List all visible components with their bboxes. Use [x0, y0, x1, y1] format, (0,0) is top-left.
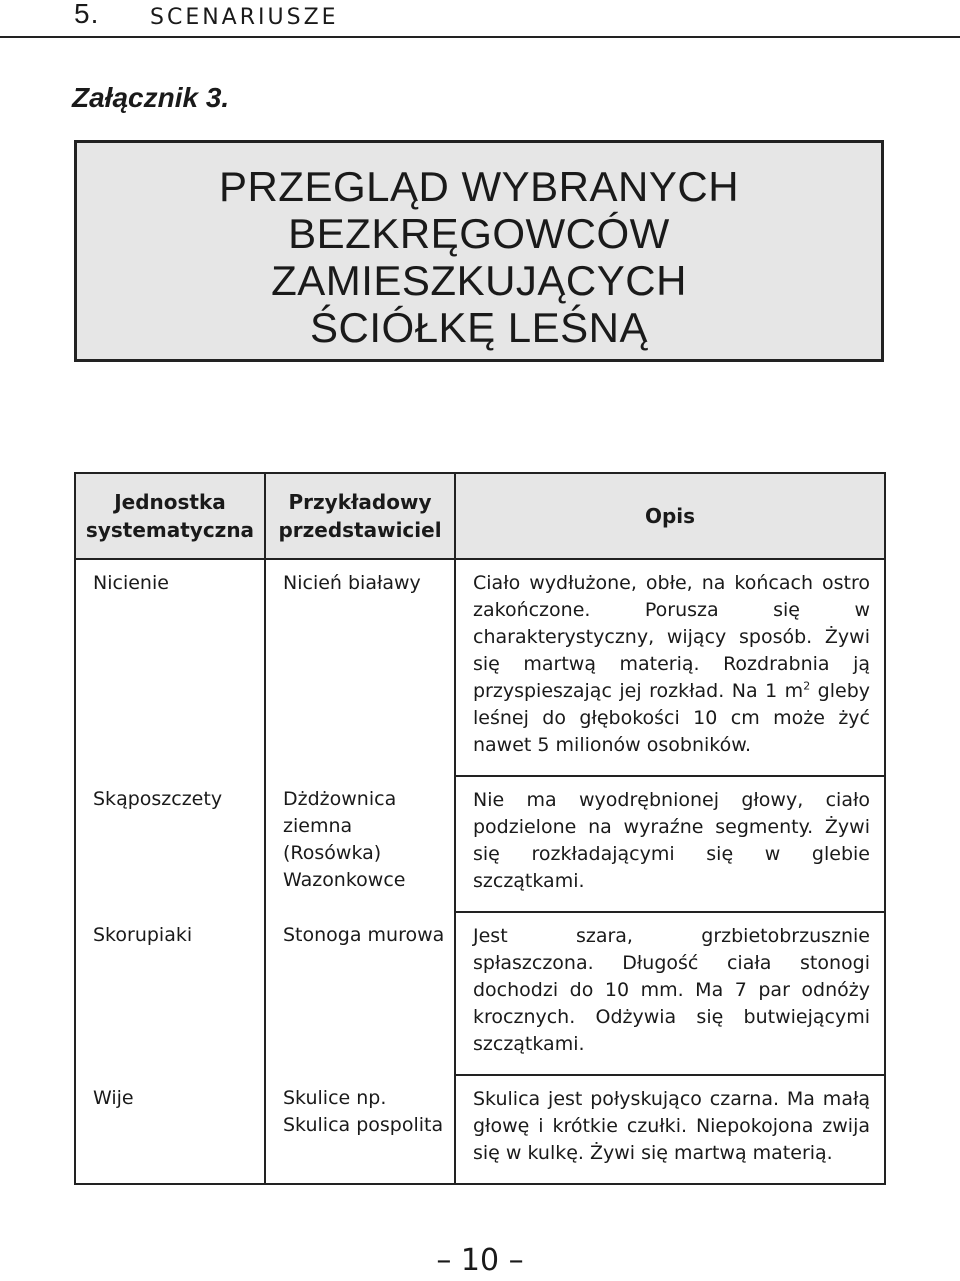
table-row [75, 776, 885, 912]
chapter-number: 5. [74, 0, 100, 29]
cell-unit: Wije [75, 1075, 265, 1184]
description-text: Ciało wydłużone, obłe, na końcach ostro zakończone. Porusza się w charakterystyczny, wijący sposób. Żywi się martwą materią. Rozdrabnia ją przyspieszając jej rozkład. Na 1 m [473, 572, 870, 702]
description-text: gleby leśnej do głębokości 10 cm może żyć nawet 5 milionów osobników. [473, 680, 871, 756]
title-line: BEZKRĘGOWCÓW [288, 210, 670, 257]
table-row [75, 912, 885, 1075]
annex-label: Załącznik 3. [72, 82, 230, 113]
page-header [0, 0, 960, 38]
table-header-row [75, 473, 885, 559]
header-unit: Jednostka systematyczna [75, 473, 265, 559]
header-example: Przykładowy przedstawiciel [265, 473, 455, 559]
superscript: 2 [803, 679, 811, 693]
cell-description: Skulica jest połyskująco czarna. Ma małą głowę i krótkie czułki. Niepokojona zwija się w kulkę. Żywi się martwą materią. [455, 1075, 885, 1184]
cell-description [455, 559, 885, 776]
header-description: Opis [455, 473, 885, 559]
cell-example: Dżdżownica ziemna (Rosówka) Wazonkowce [265, 776, 455, 912]
cell-unit: Skąposzczety [75, 776, 265, 912]
table-row [75, 559, 885, 776]
cell-unit: Skorupiaki [75, 912, 265, 1075]
chapter-title: SCENARIUSZE [150, 5, 339, 30]
title-line: ŚCIÓŁKĘ LEŚNĄ [310, 304, 648, 351]
title-line: PRZEGLĄD WYBRANYCH [218, 163, 740, 210]
cell-description: Nie ma wyodrębnionej głowy, ciało podzielone na wyraźne segmenty. Żywi się rozkładającymi się w glebie szczątkami. [455, 776, 885, 912]
title-line: ZAMIESZKUJĄCYCH [271, 257, 687, 304]
header-rule [0, 36, 960, 38]
table-row [75, 1075, 885, 1184]
invertebrates-table [74, 472, 886, 1185]
cell-unit: Nicienie [75, 559, 265, 776]
cell-description: Jest szara, grzbietobrzusznie spłaszczona. Długość ciała stonogi dochodzi do 10 mm. Ma 7 par odnóży krocznych. Odżywia się butwiejącymi szczątkami. [455, 912, 885, 1075]
cell-example: Nicień białawy [265, 559, 455, 776]
cell-example: Stonoga murowa [265, 912, 455, 1075]
title-box [74, 140, 884, 362]
page-title [77, 163, 881, 351]
page-number: – 10 – [436, 1243, 524, 1278]
cell-example: Skulice np. Skulica pospolita [265, 1075, 455, 1184]
